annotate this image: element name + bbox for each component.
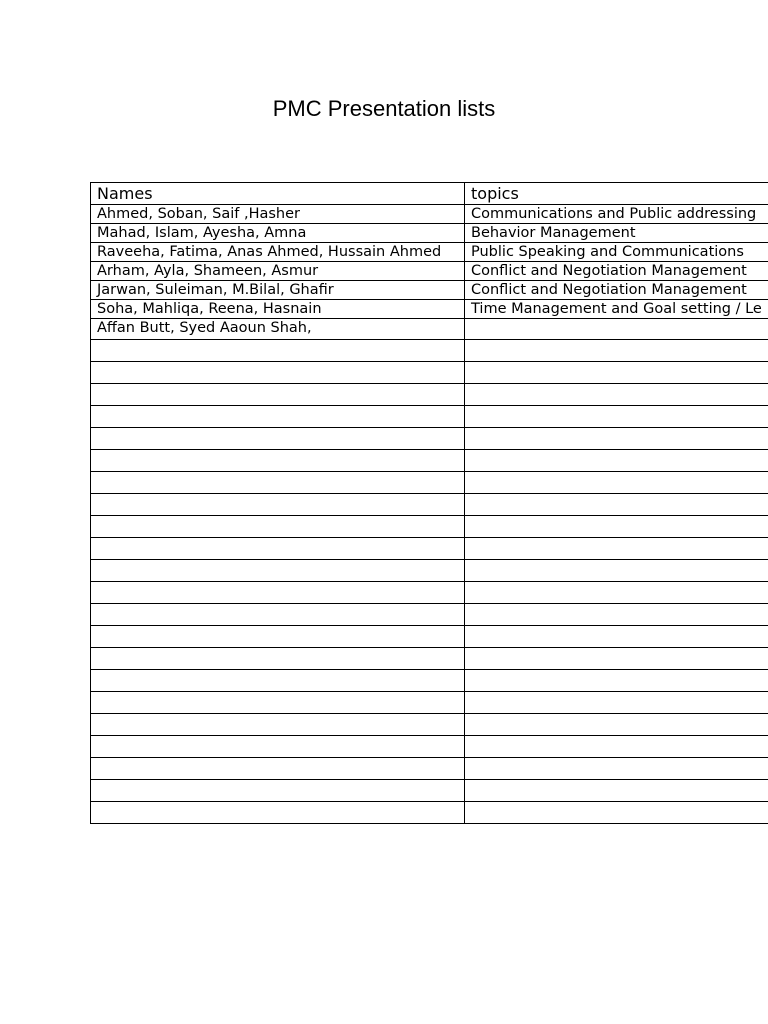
empty-cell xyxy=(91,802,465,824)
empty-table-row xyxy=(91,472,768,494)
empty-cell xyxy=(465,472,768,494)
empty-cell xyxy=(91,384,465,406)
empty-cell xyxy=(91,362,465,384)
topic-cell: Behavior Management xyxy=(465,224,768,243)
empty-cell xyxy=(91,582,465,604)
empty-cell xyxy=(465,582,768,604)
empty-cell xyxy=(465,340,768,362)
empty-cell xyxy=(465,560,768,582)
names-column-header: Names xyxy=(91,183,465,205)
empty-table-row xyxy=(91,384,768,406)
empty-table-row xyxy=(91,560,768,582)
empty-table-row xyxy=(91,582,768,604)
table-row xyxy=(91,243,768,262)
empty-table-row xyxy=(91,516,768,538)
topics-column-header: topics xyxy=(465,183,768,205)
topic-cell xyxy=(465,319,768,340)
empty-cell xyxy=(465,362,768,384)
topic-cell: Time Management and Goal setting / Le xyxy=(465,300,768,319)
empty-table-row xyxy=(91,714,768,736)
empty-cell xyxy=(465,494,768,516)
empty-cell xyxy=(465,406,768,428)
empty-cell xyxy=(91,340,465,362)
empty-table-row xyxy=(91,340,768,362)
document-title: PMC Presentation lists xyxy=(272,96,496,121)
names-cell: Raveeha, Fatima, Anas Ahmed, Hussain Ahmed xyxy=(91,243,465,262)
empty-cell xyxy=(91,714,465,736)
empty-table-row xyxy=(91,758,768,780)
empty-cell xyxy=(465,626,768,648)
table-row xyxy=(91,262,768,281)
empty-cell xyxy=(465,714,768,736)
presentation-table xyxy=(90,182,768,824)
empty-cell xyxy=(465,450,768,472)
empty-table-row xyxy=(91,780,768,802)
empty-cell xyxy=(91,736,465,758)
empty-table-row xyxy=(91,538,768,560)
names-cell: Arham, Ayla, Shameen, Asmur xyxy=(91,262,465,281)
empty-cell xyxy=(465,384,768,406)
table-row xyxy=(91,281,768,300)
empty-cell xyxy=(91,780,465,802)
empty-table-row xyxy=(91,604,768,626)
empty-cell xyxy=(91,494,465,516)
names-cell: Mahad, Islam, Ayesha, Amna xyxy=(91,224,465,243)
empty-table-row xyxy=(91,802,768,824)
topic-cell: Conflict and Negotiation Management xyxy=(465,281,768,300)
topic-cell: Communications and Public addressing xyxy=(465,205,768,224)
table-row xyxy=(91,205,768,224)
empty-cell xyxy=(465,692,768,714)
empty-cell xyxy=(91,428,465,450)
empty-table-row xyxy=(91,692,768,714)
empty-cell xyxy=(91,538,465,560)
table-header-row xyxy=(91,183,768,205)
table-row xyxy=(91,224,768,243)
empty-table-row xyxy=(91,494,768,516)
empty-table-row xyxy=(91,362,768,384)
empty-cell xyxy=(91,450,465,472)
names-cell: Affan Butt, Syed Aaoun Shah, xyxy=(91,319,465,340)
empty-cell xyxy=(91,516,465,538)
empty-cell xyxy=(465,736,768,758)
empty-table-row xyxy=(91,648,768,670)
empty-table-row xyxy=(91,626,768,648)
empty-cell xyxy=(465,670,768,692)
table-row xyxy=(91,300,768,319)
table-row xyxy=(91,319,768,340)
empty-cell xyxy=(465,758,768,780)
empty-cell xyxy=(465,648,768,670)
empty-cell xyxy=(91,560,465,582)
names-cell: Soha, Mahliqa, Reena, Hasnain xyxy=(91,300,465,319)
empty-table-row xyxy=(91,406,768,428)
empty-table-row xyxy=(91,736,768,758)
empty-cell xyxy=(91,626,465,648)
empty-cell xyxy=(91,648,465,670)
empty-cell xyxy=(91,758,465,780)
empty-table-row xyxy=(91,428,768,450)
empty-cell xyxy=(465,516,768,538)
empty-cell xyxy=(91,692,465,714)
empty-cell xyxy=(465,604,768,626)
empty-cell xyxy=(91,670,465,692)
empty-cell xyxy=(465,428,768,450)
empty-table-row xyxy=(91,670,768,692)
empty-table-row xyxy=(91,450,768,472)
empty-cell xyxy=(465,538,768,560)
empty-cell xyxy=(465,802,768,824)
names-cell: Ahmed, Soban, Saif ,Hasher xyxy=(91,205,465,224)
empty-cell xyxy=(91,604,465,626)
names-cell: Jarwan, Suleiman, M.Bilal, Ghafir xyxy=(91,281,465,300)
topic-cell: Public Speaking and Communications xyxy=(465,243,768,262)
empty-cell xyxy=(465,780,768,802)
empty-cell xyxy=(91,406,465,428)
empty-cell xyxy=(91,472,465,494)
topic-cell: Conflict and Negotiation Management xyxy=(465,262,768,281)
